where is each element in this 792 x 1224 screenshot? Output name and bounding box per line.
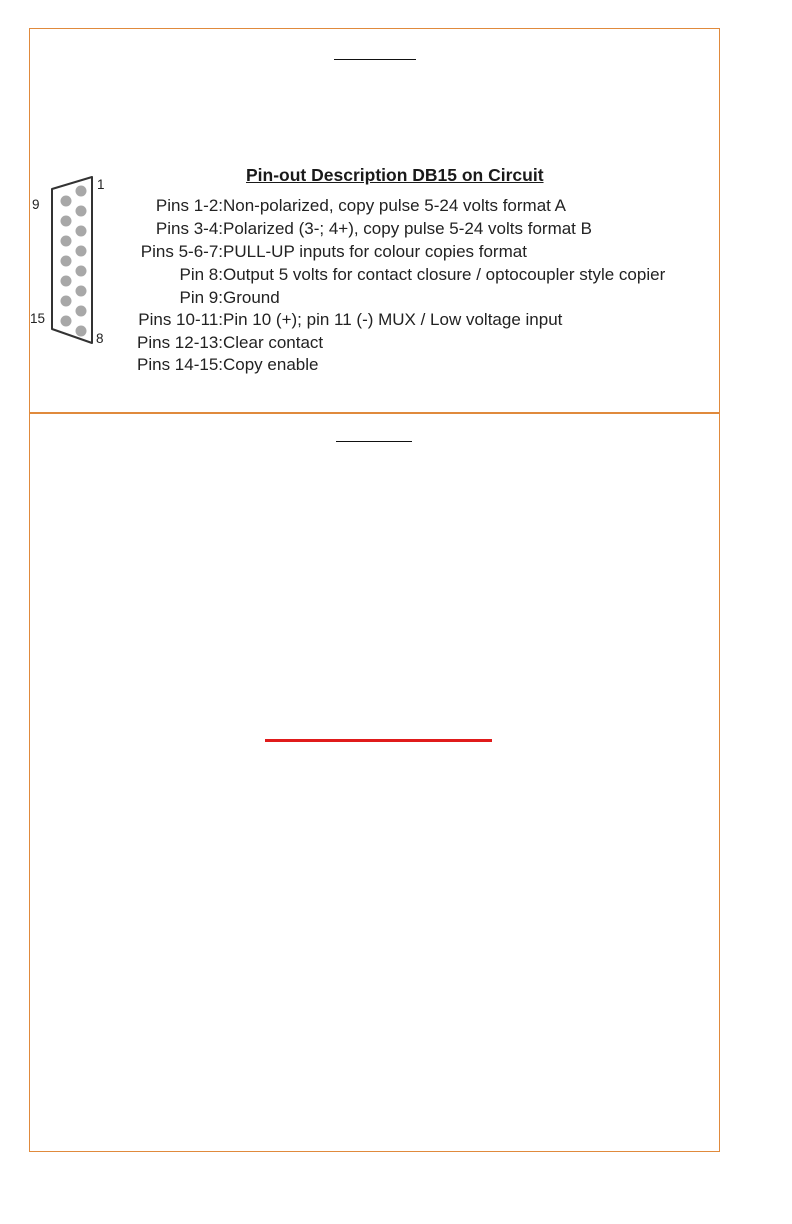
lower-panel	[29, 412, 720, 1152]
pin-row-label: Pins 3-4:	[155, 219, 223, 238]
pin-row-description: PULL-UP inputs for colour copies format	[223, 242, 527, 261]
connector-label-15: 15	[30, 311, 46, 326]
pin-row-description: Ground	[223, 288, 280, 307]
pin-row-label: Pin 8:	[179, 265, 223, 284]
top-heading-underline	[334, 59, 416, 60]
red-divider-line	[265, 739, 492, 742]
pin-row-label: Pins 12-13:	[137, 333, 223, 352]
pin-row-description: Copy enable	[223, 355, 319, 374]
pin-row-label: Pins 10-11:	[138, 310, 223, 329]
connector-label-9: 9	[32, 197, 40, 212]
pin-row-description: Polarized (3-; 4+), copy pulse 5-24 volts format B	[223, 219, 592, 238]
connector-label-8: 8	[96, 331, 104, 346]
pin-row-label: Pins 14-15:	[137, 355, 223, 374]
pin-row-description: Pin 10 (+); pin 11 (-) MUX / Low voltage input	[223, 310, 563, 329]
pin-row-description: Output 5 volts for contact closure / optocoupler style copier	[223, 265, 666, 284]
pin-row-label: Pins 5-6-7:	[140, 242, 223, 261]
pin-row-description: Clear contact	[223, 333, 324, 352]
pinout-title: Pin-out Description DB15 on Circuit	[246, 165, 544, 185]
pinout-panel	[29, 28, 720, 413]
pin-1	[76, 186, 87, 197]
pin-row-description: Non-polarized, copy pulse 5-24 volts format A	[223, 196, 567, 215]
pin-row-label: Pins 1-2:	[155, 196, 223, 215]
pin-row-label: Pin 9:	[179, 288, 223, 307]
connector-label-1: 1	[97, 177, 105, 192]
bottom-heading-underline	[336, 441, 412, 442]
